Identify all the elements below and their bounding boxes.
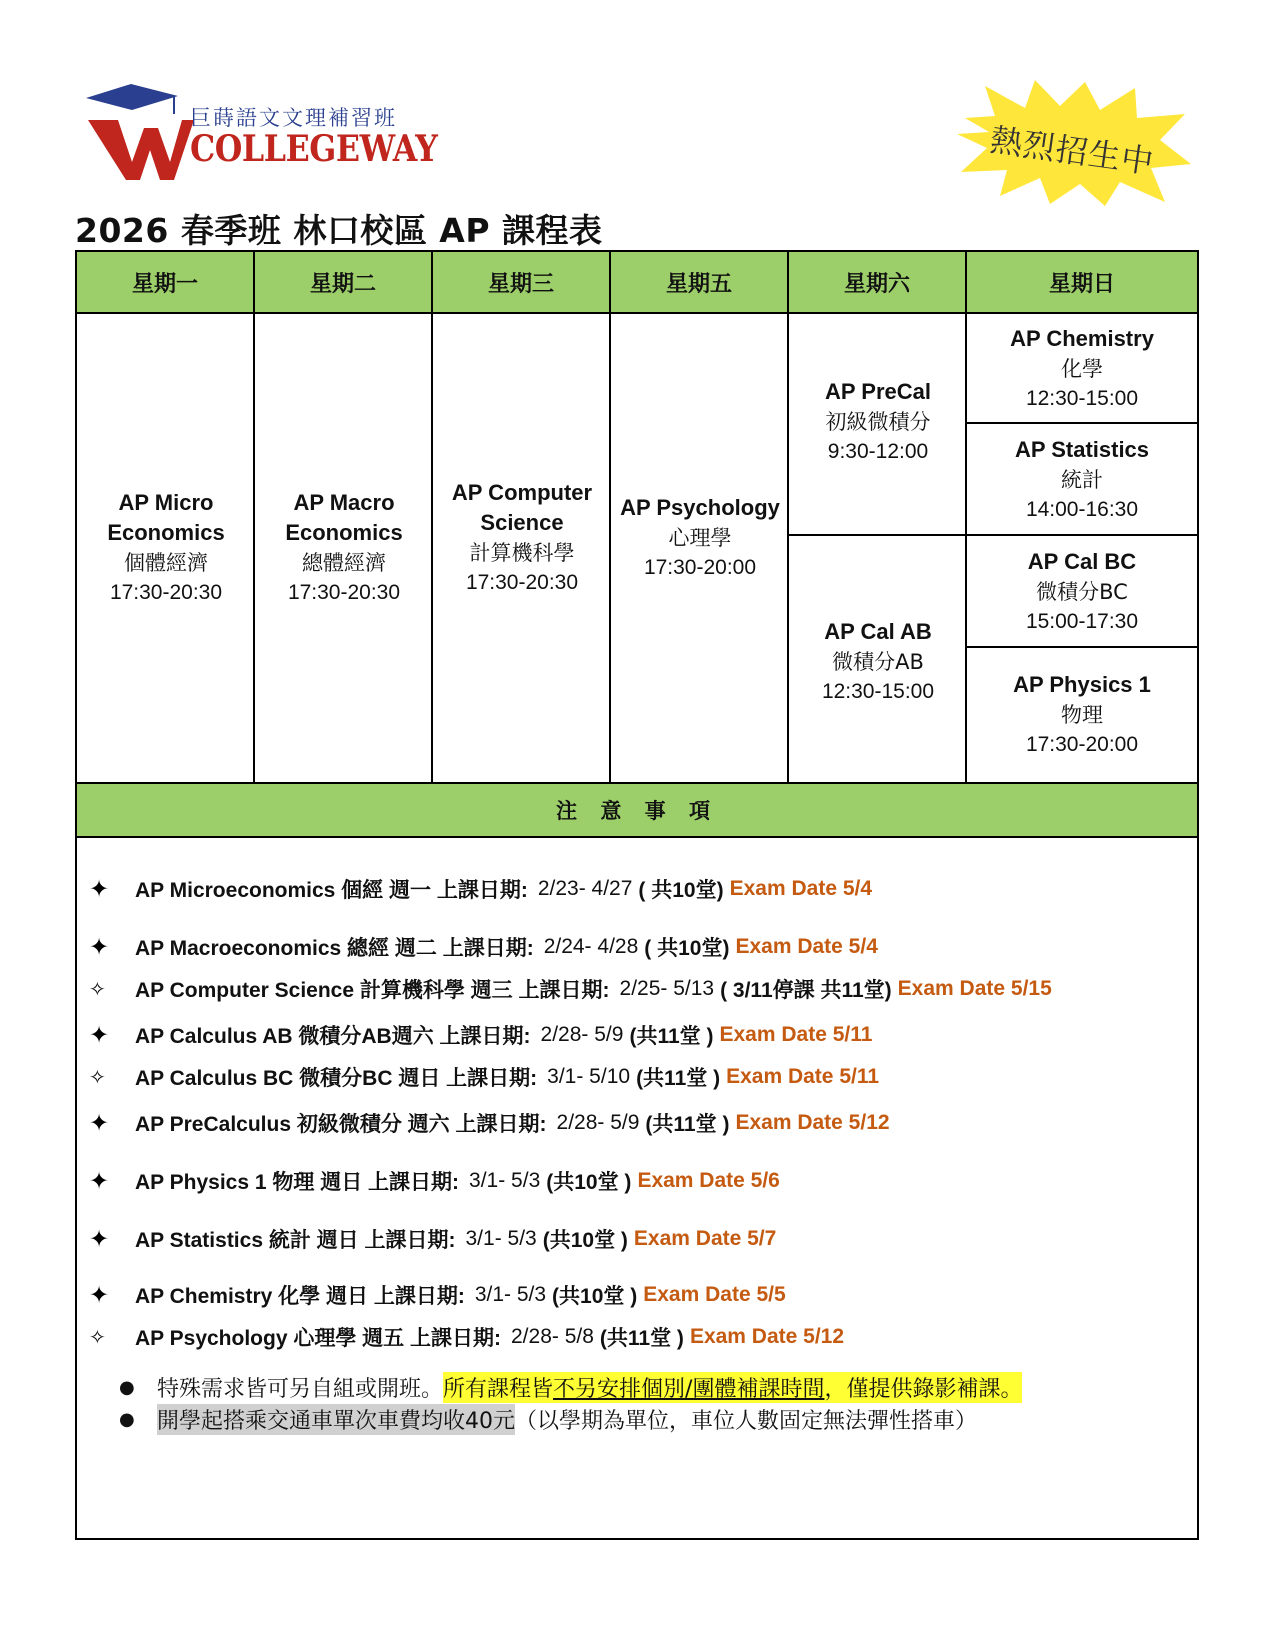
graduation-cap-logo-icon: [86, 84, 196, 184]
course-cell-computer-science: [433, 314, 611, 762]
day-header-saturday: 星期六: [789, 252, 967, 314]
note-dates: 3/1- 5/10: [547, 1065, 631, 1088]
note-item: [89, 1020, 872, 1050]
note-dates: 2/28- 5/9: [540, 1023, 624, 1046]
notes-section-header: 注 意 事 項: [77, 782, 1197, 838]
notice-text: 特殊需求皆可另自組或開班。: [157, 1377, 444, 1402]
note-count: (共11堂 ): [645, 1113, 730, 1136]
course-time: 17:30-20:30: [465, 571, 579, 594]
course-chinese-name: 初級微積分: [825, 410, 931, 434]
note-count: (共10堂 ): [542, 1229, 628, 1252]
course-title-line1: AP Computer: [451, 480, 593, 505]
note-item: [89, 874, 872, 904]
course-chinese-name: 計算機科學: [469, 541, 575, 565]
four-point-star-icon: ✦: [89, 933, 110, 961]
course-chinese-name: 微積分BC: [1036, 580, 1128, 604]
course-title-line1: AP Cal BC: [1027, 549, 1137, 574]
note-dates: 3/1- 5/3: [474, 1283, 547, 1306]
course-cell-micro-economics: [77, 314, 255, 782]
notice-bullet-shuttle: [119, 1404, 977, 1435]
note-exam-date: Exam Date 5/5: [643, 1283, 786, 1306]
note-course: AP Computer Science 計算機科學 週三 上課日期:: [135, 979, 610, 1002]
note-item: [89, 1280, 786, 1310]
four-point-star-icon: ✦: [89, 1021, 110, 1049]
notice-highlight-underlined: 不另安排個別/團體補課時間: [553, 1377, 825, 1402]
note-dates: 2/28- 5/9: [556, 1111, 640, 1134]
course-time: 12:30-15:00: [1025, 387, 1139, 410]
course-title-line1: AP Chemistry: [1010, 326, 1154, 351]
course-title-line1: AP Psychology: [620, 495, 780, 520]
note-item: [89, 974, 1052, 1004]
four-point-star-icon: ✦: [89, 1109, 110, 1137]
day-header-monday: 星期一: [77, 252, 255, 314]
notice-highlight-b: ，僅提供錄影補課。: [824, 1377, 1023, 1402]
note-exam-date: Exam Date 5/7: [633, 1227, 777, 1250]
note-course: AP PreCalculus 初級微積分 週六 上課日期:: [135, 1113, 547, 1136]
four-point-star-icon: ✦: [89, 875, 110, 903]
note-item: [89, 1062, 879, 1092]
four-point-star-icon: ✧: [89, 978, 106, 1001]
course-title-line1: AP Physics 1: [1013, 672, 1151, 697]
day-header-wednesday: 星期三: [433, 252, 611, 314]
note-dates: 2/25- 5/13: [619, 977, 715, 1000]
course-title-line1: AP PreCal: [825, 379, 931, 404]
day-header-tuesday: 星期二: [255, 252, 433, 314]
note-dates: 2/28- 5/8: [511, 1325, 594, 1348]
course-cell-calculus-ab: [789, 542, 967, 782]
course-cell-calculus-bc: [967, 536, 1197, 648]
note-exam-date: Exam Date 5/11: [726, 1065, 880, 1088]
course-cell-chemistry: [967, 314, 1197, 424]
course-title-line2: Science: [480, 510, 564, 535]
course-chinese-name: 微積分AB: [832, 650, 924, 674]
collegeway-logo: [86, 84, 438, 184]
course-time: 15:00-17:30: [1025, 610, 1139, 633]
note-course: AP Macroeconomics 總經 週二 上課日期:: [135, 937, 534, 960]
note-item: [89, 1166, 780, 1196]
note-count: ( 共10堂): [638, 879, 724, 902]
enrollment-badge-text: 熱烈招生中: [987, 120, 1157, 182]
note-exam-date: Exam Date 5/11: [719, 1023, 873, 1046]
four-point-star-icon: ✦: [89, 1167, 110, 1195]
note-count: (共10堂 ): [552, 1285, 638, 1308]
note-course: AP Physics 1 物理 週日 上課日期:: [135, 1171, 460, 1194]
note-item: [89, 932, 878, 962]
note-item: [89, 1224, 776, 1254]
course-cell-physics-1: [967, 648, 1197, 782]
note-course: AP Calculus AB 微積分AB週六 上課日期:: [135, 1025, 531, 1048]
bullet-dot-icon: ●: [119, 1377, 135, 1398]
course-title-line2: Economics: [285, 520, 403, 545]
note-count: ( 共10堂): [644, 937, 730, 960]
note-item: [89, 1322, 844, 1352]
note-exam-date: Exam Date 5/12: [689, 1325, 845, 1348]
course-chinese-name: 個體經濟: [124, 551, 208, 575]
note-exam-date: Exam Date 5/6: [637, 1169, 780, 1192]
day-header-friday: 星期五: [611, 252, 789, 314]
note-exam-date: Exam Date 5/4: [735, 935, 878, 958]
notice-highlight: 開學起搭乘交通車單次車費均收40元: [157, 1404, 515, 1435]
notice-bullet-makeup: [119, 1372, 1022, 1403]
course-chinese-name: 總體經濟: [302, 551, 386, 575]
course-time: 9:30-12:00: [827, 440, 929, 463]
course-title-line1: AP Macro: [293, 490, 395, 515]
note-exam-date: Exam Date 5/4: [729, 877, 873, 900]
note-exam-date: Exam Date 5/15: [897, 977, 1052, 1000]
course-cell-statistics: [967, 424, 1197, 536]
course-chinese-name: 化學: [1061, 357, 1103, 381]
schedule-table: [75, 250, 1199, 1540]
note-dates: 2/23- 4/27: [537, 877, 633, 900]
four-point-star-icon: ✧: [89, 1066, 106, 1089]
logo-chinese-name: 巨蒔語文文理補習班: [190, 106, 397, 130]
course-cell-psychology: [611, 314, 789, 762]
course-time: 17:30-20:30: [287, 581, 401, 604]
note-count: (共11堂 ): [629, 1025, 714, 1048]
course-time: 12:30-15:00: [821, 680, 935, 703]
four-point-star-icon: ✦: [89, 1225, 110, 1253]
course-chinese-name: 心理學: [668, 526, 732, 550]
course-chinese-name: 物理: [1061, 703, 1103, 727]
note-course: AP Calculus BC 微積分BC 週日 上課日期:: [135, 1067, 538, 1090]
note-exam-date: Exam Date 5/12: [735, 1111, 890, 1134]
course-title-line2: Economics: [107, 520, 225, 545]
course-cell-precal: [789, 314, 967, 530]
course-title-line1: AP Statistics: [1014, 437, 1150, 462]
bullet-dot-icon: ●: [119, 1409, 135, 1430]
note-count: (共11堂 ): [636, 1067, 721, 1090]
course-title-line1: AP Cal AB: [824, 619, 932, 644]
four-point-star-icon: ✦: [89, 1281, 110, 1309]
course-time: 17:30-20:30: [109, 581, 223, 604]
note-count: (共10堂 ): [546, 1171, 632, 1194]
note-count: (共11堂 ): [599, 1327, 684, 1350]
note-dates: 3/1- 5/3: [469, 1169, 541, 1192]
note-course: AP Chemistry 化學 週日 上課日期:: [135, 1285, 465, 1308]
note-course: AP Statistics 統計 週日 上課日期:: [135, 1229, 456, 1252]
course-title-line1: AP Micro: [118, 490, 214, 515]
note-course: AP Psychology 心理學 週五 上課日期:: [135, 1327, 501, 1350]
course-cell-macro-economics: [255, 314, 433, 782]
notice-highlight-a: 所有課程皆: [443, 1377, 554, 1402]
note-item: [89, 1108, 890, 1138]
note-count: ( 3/11停課 共11堂): [720, 979, 892, 1002]
note-dates: 2/24- 4/28: [543, 935, 639, 958]
course-time: 17:30-20:00: [1025, 733, 1139, 756]
day-header-sunday: 星期日: [967, 252, 1197, 314]
logo-english-name: COLLEGEWAY: [190, 128, 438, 170]
page-title: 2026 春季班 林口校區 AP 課程表: [75, 211, 603, 250]
notice-text: （以學期為單位，車位人數固定無法彈性搭車）: [515, 1409, 978, 1434]
note-course: AP Microeconomics 個經 週一 上課日期:: [135, 879, 528, 902]
course-time: 17:30-20:00: [643, 556, 757, 579]
course-time: 14:00-16:30: [1025, 498, 1139, 521]
four-point-star-icon: ✧: [89, 1326, 106, 1349]
notice-highlight: [443, 1372, 1022, 1403]
course-chinese-name: 統計: [1061, 468, 1103, 492]
note-dates: 3/1- 5/3: [465, 1227, 537, 1250]
